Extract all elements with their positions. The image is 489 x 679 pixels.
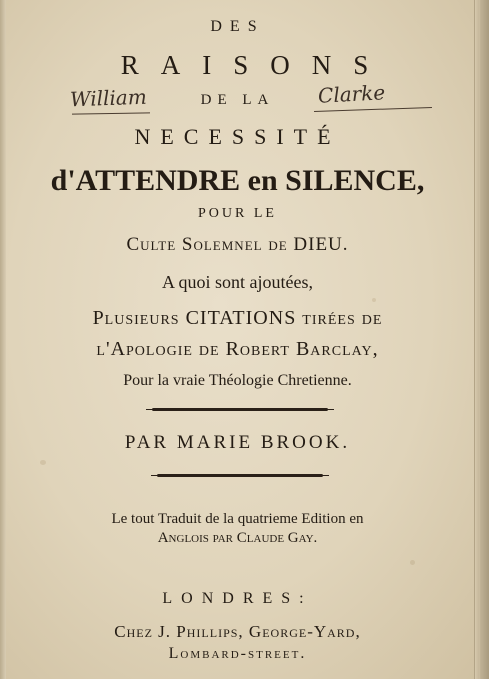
title-raisons: RAISONS (120, 50, 391, 80)
title-culte: Culte Solemnel de DIEU. (126, 234, 349, 255)
imprint-publisher: Chez J. Phillips, George-Yard, (114, 622, 361, 641)
page-right-edge (474, 0, 489, 679)
title-necessite: NECESSITÉ (134, 124, 341, 149)
foxing-spot (372, 298, 376, 302)
title-de-la: DE LA (200, 92, 275, 108)
title-attendre: d'ATTENDRE en SILENCE, (50, 164, 425, 197)
title-des: DES (210, 18, 265, 35)
translation-line-1: Le tout Traduit de la quatrieme Edition en (111, 511, 364, 527)
subtitle-apologie: l'Apologie de Robert Barclay, (96, 338, 379, 360)
decorative-rule (152, 408, 328, 411)
signature-underline (72, 112, 150, 114)
translation-line-2: Anglois par Claude Gay. (157, 530, 318, 546)
foxing-spot (410, 560, 415, 565)
foxing-spot (40, 460, 46, 465)
imprint-street: Lombard-street. (168, 645, 307, 662)
subtitle-a-quoi: A quoi sont ajoutées, (162, 272, 313, 292)
imprint-city: LONDRES: (162, 590, 313, 607)
subtitle-pour-la: Pour la vraie Théologie Chretienne. (123, 372, 352, 389)
author-line: PAR MARIE BROOK. (124, 432, 351, 453)
decorative-rule (157, 474, 323, 477)
title-pour-le: POUR LE (198, 206, 277, 221)
signature-right: Clarke (317, 80, 386, 108)
signature-left: William (69, 84, 148, 112)
subtitle-plusieurs: Plusieurs CITATIONS tirées de (92, 307, 383, 329)
